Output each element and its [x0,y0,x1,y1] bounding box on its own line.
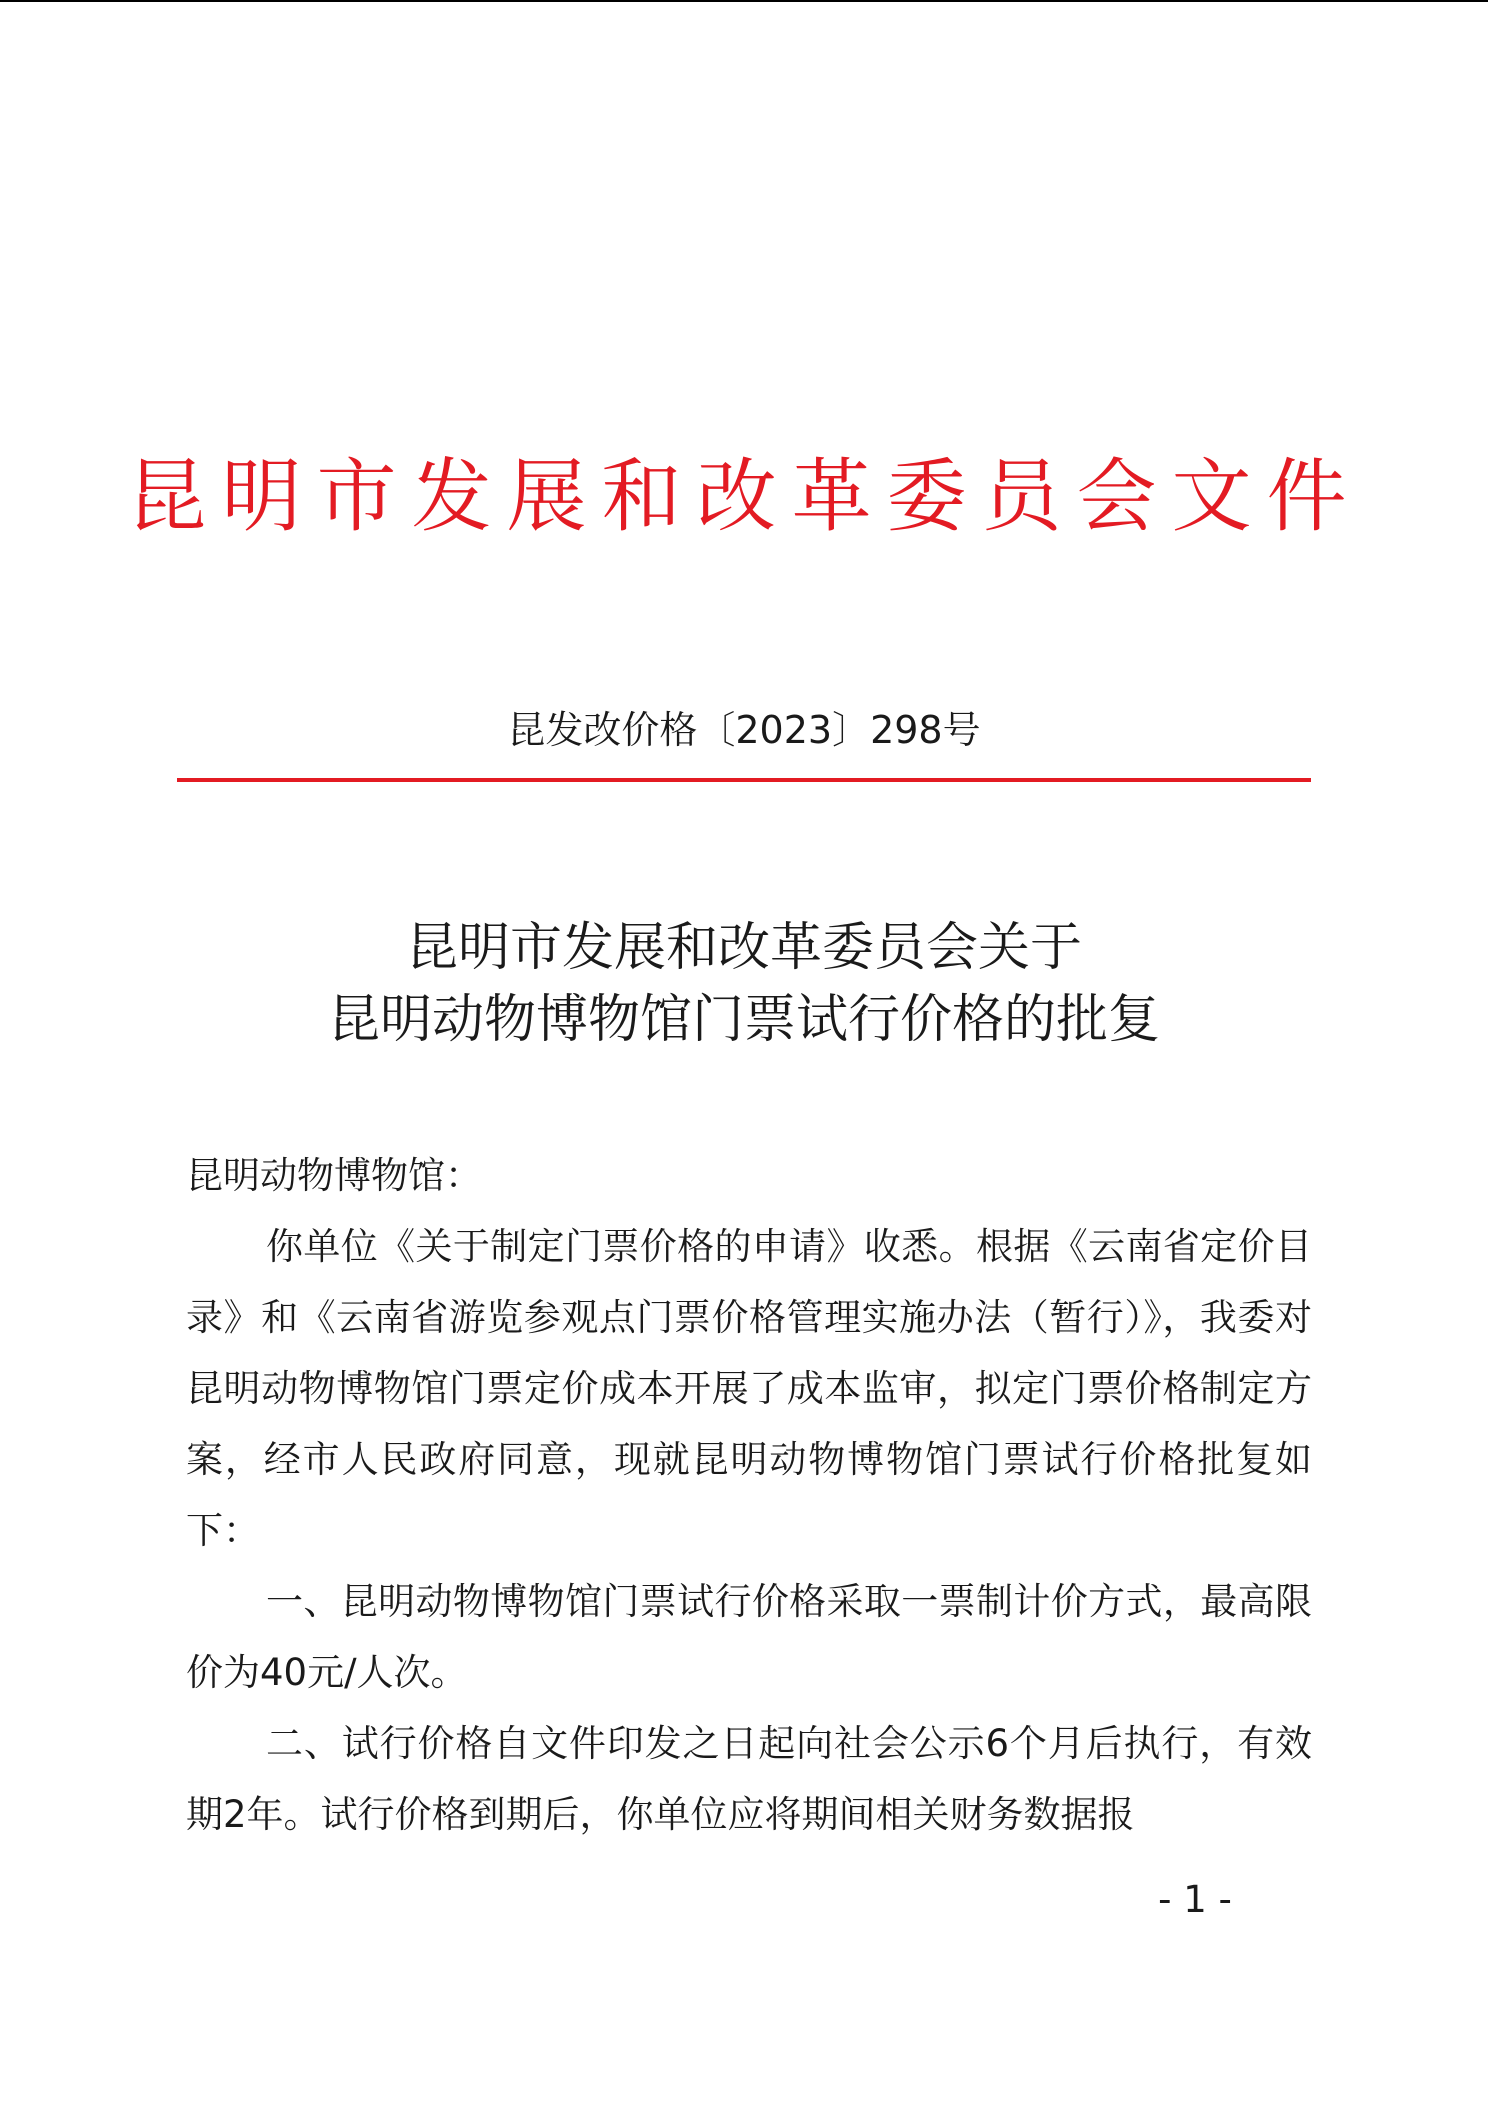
body-paragraph-3: 二、试行价格自文件印发之日起向社会公示6个月后执行，有效期2年。试行价格到期后，你单位应将期间相关财务数据报 [186,1722,1312,1836]
document-title-line-2: 昆明动物博物馆门票试行价格的批复 [327,990,1160,1050]
page-number: - 1 - [1158,1878,1232,1921]
document-title [0,912,1488,1056]
body-paragraph-1: 你单位《关于制定门票价格的申请》收悉。根据《云南省定价目录》和《云南省游览参观点门票价格管理实施办法（暂行）》，我委对昆明动物博物馆门票定价成本开展了成本监审，拟定门票价格制定方案，经市人民政府同意，现就昆明动物博物馆门票试行价格批复如下： [186,1225,1312,1552]
salutation: 昆明动物博物馆： [186,1154,482,1197]
page-top-border [0,0,1488,2]
body-paragraph-2: 一、昆明动物博物馆门票试行价格采取一票制计价方式，最高限价为40元/人次。 [186,1580,1312,1694]
document-number: 昆发改价格〔2023〕298号 [507,708,981,752]
document-title-line-1: 昆明市发展和改革委员会关于 [405,918,1082,978]
document-body [186,1140,1312,1850]
masthead-title: 昆明市发展和改革委员会文件 [126,450,1362,543]
red-divider-line [177,778,1311,782]
